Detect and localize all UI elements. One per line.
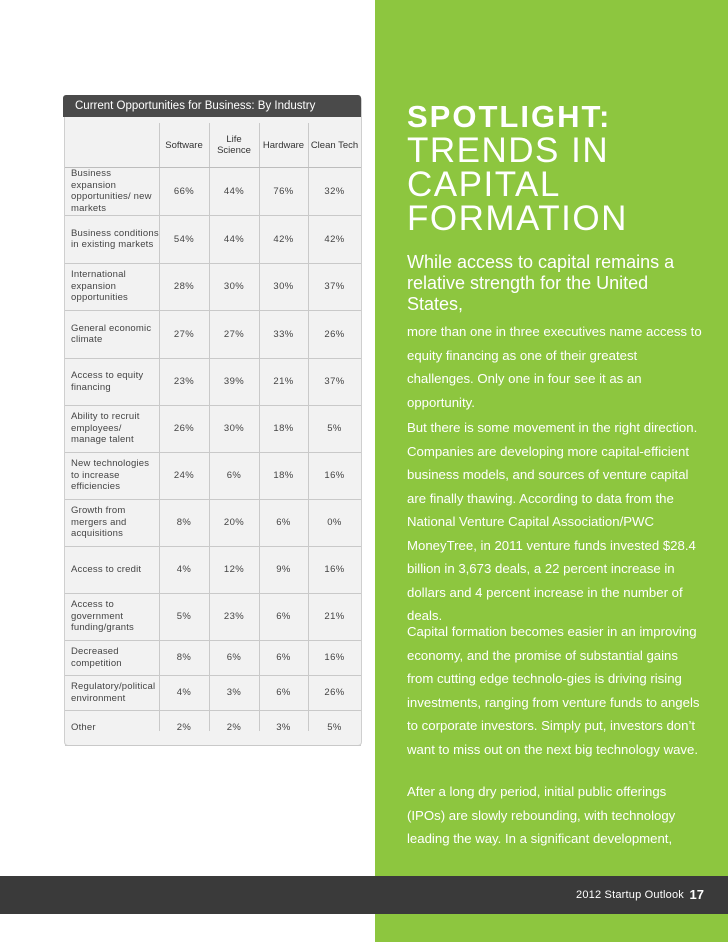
table-row	[65, 640, 361, 676]
opportunities-table	[64, 96, 362, 746]
table-cell: 2%	[176, 722, 192, 733]
row-label: Ability to recruit employees/ manage talent	[71, 411, 140, 446]
table-row	[65, 167, 361, 216]
table-cell: 39%	[223, 376, 245, 387]
page-number: 17	[689, 887, 704, 902]
table-row	[65, 310, 361, 359]
table-cell: 0%	[327, 517, 342, 528]
body-paragraph: After a long dry period, initial public offerings (IPOs) are slowly rebounding, with technology leading the way. In a significant development,	[407, 784, 676, 846]
table-cell: 30%	[223, 423, 245, 434]
table-cell: 28%	[173, 281, 195, 292]
table-cell: 9%	[276, 564, 291, 575]
spotlight-headline	[407, 100, 707, 236]
column-header: Hardware	[262, 139, 305, 151]
table-cell: 21%	[324, 611, 345, 622]
headline-line: TRENDS IN	[407, 131, 610, 170]
row-label: New technologies to increase efficiencies	[71, 458, 150, 493]
table-cell: 24%	[173, 470, 195, 481]
table-cell: 18%	[273, 423, 294, 434]
footer-publication: 2012 Startup Outlook	[576, 889, 684, 901]
table-row	[65, 215, 361, 264]
table-row	[65, 593, 361, 641]
row-label: Other	[71, 721, 96, 733]
lead-text: While access to capital remains a relative strength for the United States,	[407, 252, 675, 314]
table-cell: 26%	[173, 423, 195, 434]
table-cell: 44%	[223, 185, 245, 197]
table-cell: 3%	[226, 687, 242, 698]
body-paragraph: Capital formation becomes easier in an improving economy, and the promise of substantial gains from cutting edge technolo-gies is driving rising investments, ranging from venture funds to angels to corporate investors. Simply put, investors don’t want to miss out on the next big technology wave.	[407, 624, 700, 757]
row-label: Business expansion opportunities/ new markets	[71, 168, 152, 214]
table-cell: 27%	[223, 328, 245, 340]
table-cell: 37%	[324, 281, 345, 292]
table-cell: 18%	[273, 470, 294, 481]
headline-line: FORMATION	[407, 199, 628, 238]
table-cell: 6%	[276, 652, 291, 663]
table-cell: 5%	[176, 611, 192, 622]
table-cell: 4%	[176, 687, 192, 698]
headline-line: SPOTLIGHT:	[407, 99, 612, 134]
table-row	[65, 358, 361, 406]
table-row	[65, 405, 361, 453]
body-paragraph: more than one in three executives name access to equity financing as one of their greatest challenges. Only one in four see it as an opportunity.	[407, 324, 702, 410]
table-cell: 4%	[176, 564, 192, 575]
table-cell: 26%	[324, 687, 345, 698]
green-bottom-strip	[375, 914, 728, 942]
table-cell: 21%	[273, 376, 294, 387]
table-cell: 6%	[226, 652, 242, 663]
row-label: Regulatory/political environment	[71, 681, 156, 704]
table-row	[65, 263, 361, 311]
row-label: Business conditions in existing markets	[71, 227, 159, 250]
table-cell: 23%	[173, 376, 195, 387]
table-cell: 16%	[324, 652, 345, 663]
table-cell: 20%	[223, 517, 245, 528]
table-cell: 8%	[176, 652, 192, 663]
table-cell: 2%	[226, 722, 242, 733]
column-header: Clean Tech	[310, 139, 359, 151]
table-cell: 54%	[173, 233, 195, 245]
table-cell: 16%	[324, 564, 345, 575]
table-cell: 30%	[273, 281, 294, 292]
table-cell: 32%	[324, 185, 345, 197]
column-header: Software	[165, 139, 203, 151]
table-cell: 37%	[324, 376, 345, 387]
row-label: Access to government funding/grants	[71, 599, 135, 634]
row-label: Access to equity financing	[71, 370, 144, 393]
table-cell: 30%	[223, 281, 245, 292]
table-cell: 12%	[223, 564, 245, 575]
row-label: Growth from mergers and acquisitions	[71, 505, 127, 540]
body-paragraph: But there is some movement in the right direction. Companies are developing more capital-efficient business models, and sources of venture capital are finally thawing. According to data from the National Venture Capital Association/PWC MoneyTree, in 2011 venture funds invested $28.4 billion in 3,673 deals, a 22 percent increase in dollars and 4 percent increase in the number of deals.	[407, 420, 698, 623]
table-cell: 66%	[173, 185, 195, 197]
row-label: Access to credit	[71, 563, 142, 575]
table-row	[65, 499, 361, 547]
table-cell: 44%	[223, 233, 245, 245]
table-cell: 5%	[327, 423, 342, 434]
table-row	[65, 675, 361, 711]
table-cell: 6%	[276, 687, 291, 698]
table-cell: 6%	[276, 517, 291, 528]
row-label: Decreased competition	[71, 646, 122, 669]
table-cell: 76%	[273, 185, 294, 197]
table-cell: 16%	[324, 470, 345, 481]
table-cell: 42%	[324, 233, 345, 245]
table-cell: 6%	[276, 611, 291, 622]
table-cell: 23%	[223, 611, 245, 622]
table-cell: 33%	[273, 328, 294, 340]
table-cell: 5%	[327, 722, 342, 733]
row-label: International expansion opportunities	[71, 269, 128, 304]
table-cell: 8%	[176, 517, 192, 528]
column-header: Life Science	[217, 134, 251, 156]
row-label: General economic climate	[71, 322, 152, 345]
table-cell: 6%	[226, 470, 242, 481]
table-cell: 42%	[273, 233, 294, 245]
table-cell: 27%	[173, 328, 195, 340]
table-row	[65, 710, 361, 746]
table-cell: 3%	[276, 722, 291, 733]
table-row	[65, 546, 361, 594]
table-header-row	[65, 123, 361, 168]
footer-bar	[0, 876, 728, 914]
table-row	[65, 452, 361, 500]
headline-line: CAPITAL	[407, 165, 561, 204]
table-title: Current Opportunities for Business: By Industry	[63, 95, 361, 117]
table-cell: 26%	[324, 328, 345, 340]
